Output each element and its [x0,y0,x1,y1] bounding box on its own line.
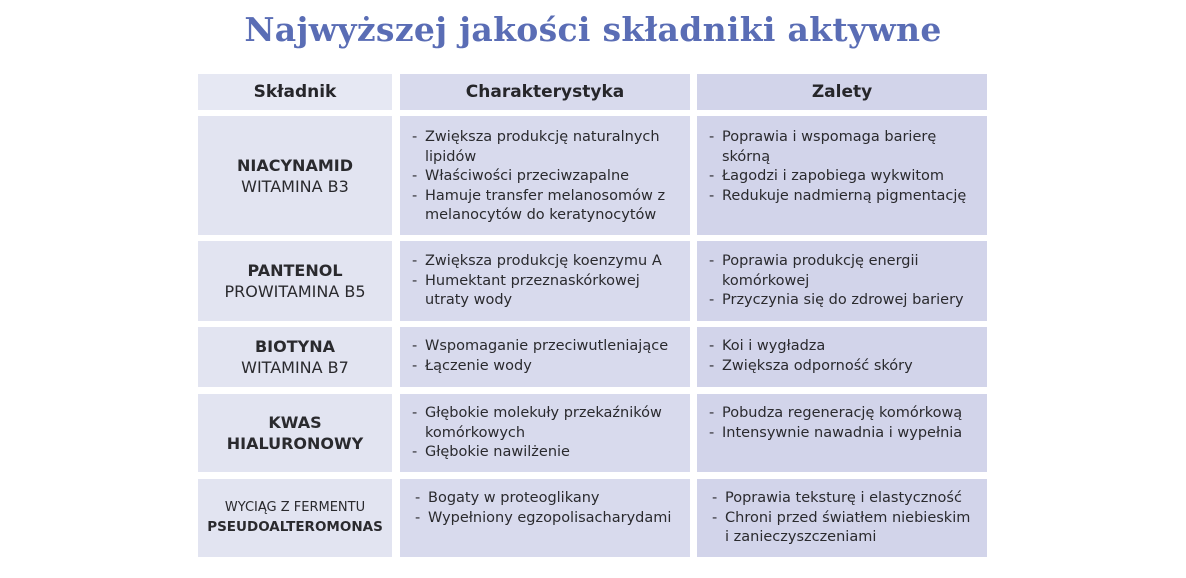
list-item: - Łączenie wody [412,357,532,374]
header-ingredient: Składnik [198,74,392,110]
ingredient-cell-pantenol [198,241,392,321]
ingredient-subtitle: PROWITAMINA B5 [224,282,366,301]
page-title: Najwyższej jakości składniki aktywne [244,10,942,49]
header-characteristics: Charakterystyka [400,74,690,110]
ingredient-cell-biotyna [198,327,392,387]
characteristics-cell [400,327,690,387]
ingredient-subtitle: WITAMINA B7 [241,358,349,377]
list-item: - Pobudza regenerację komórkową [709,405,963,421]
list-item: - Zwiększa produkcję koenzymu A [412,253,662,269]
list-item: - Właściwości przeciwzapalne [412,168,630,184]
list-item: - Łagodzi i zapobiega wykwitom [709,168,945,184]
characteristics-cell [400,116,690,235]
list-item: - Zwiększa produkcję naturalnych lipidów [412,129,660,165]
characteristics-cell [400,394,690,472]
benefits-cell [697,394,987,472]
ingredient-subtitle: HIALURONOWY [226,434,364,453]
ingredient-name: NIACYNAMID [237,155,353,175]
ingredient-cell-kwas-hialuronowy [198,394,392,472]
ingredient-subtitle: WITAMINA B3 [241,176,349,196]
ingredient-name: BIOTYNA [254,337,336,356]
list-item: - Redukuje nadmierną pigmentację [709,187,967,204]
list-item: - Poprawia teksturę i elastyczność [712,490,962,506]
ingredient-subtitle: PSEUDOALTEROMONAS [207,519,383,535]
list-item: - Przyczynia się do zdrowej bariery [709,292,964,308]
list-item: - Poprawia i wspomaga barierę skórną [709,129,937,165]
list-item: - Wypełniony egzopolisacharydami [415,509,672,526]
list-item: - Wspomaganie przeciwutleniające [412,338,669,354]
list-item: - Hamuje transfer melanosomów z melanocytów do keratynocytów [412,187,666,223]
ingredient-name: KWAS [268,413,322,432]
benefits-cell [697,479,987,557]
list-item: - Głębokie molekuły przekaźników komórkowych [412,405,662,441]
list-item: - Humektant przeznaskórkowej utraty wody [412,272,640,308]
header-benefits: Zalety [697,74,987,110]
list-item: - Intensywnie nawadnia i wypełnia [709,424,963,441]
characteristics-cell [400,479,690,557]
ingredient-cell-niacynamid [198,116,392,235]
benefits-cell [697,241,987,321]
list-item: - Zwiększa odporność skóry [709,357,913,374]
list-item: - Chroni przed światłem niebieskim i zanieczyszczeniami [712,509,971,545]
benefits-cell [697,327,987,387]
list-item: - Poprawia produkcję energii komórkowej [709,253,919,289]
list-item: - Bogaty w proteoglikany [415,490,600,506]
ingredient-name: PANTENOL [247,261,343,280]
list-item: - Koi i wygładza [709,338,826,354]
benefits-cell [697,116,987,235]
list-item: - Głębokie nawilżenie [412,444,570,460]
ingredient-name: WYCIĄG Z FERMENTU [224,500,366,515]
ingredient-cell-wyciag-z-fermentu [198,479,392,557]
characteristics-cell [400,241,690,321]
